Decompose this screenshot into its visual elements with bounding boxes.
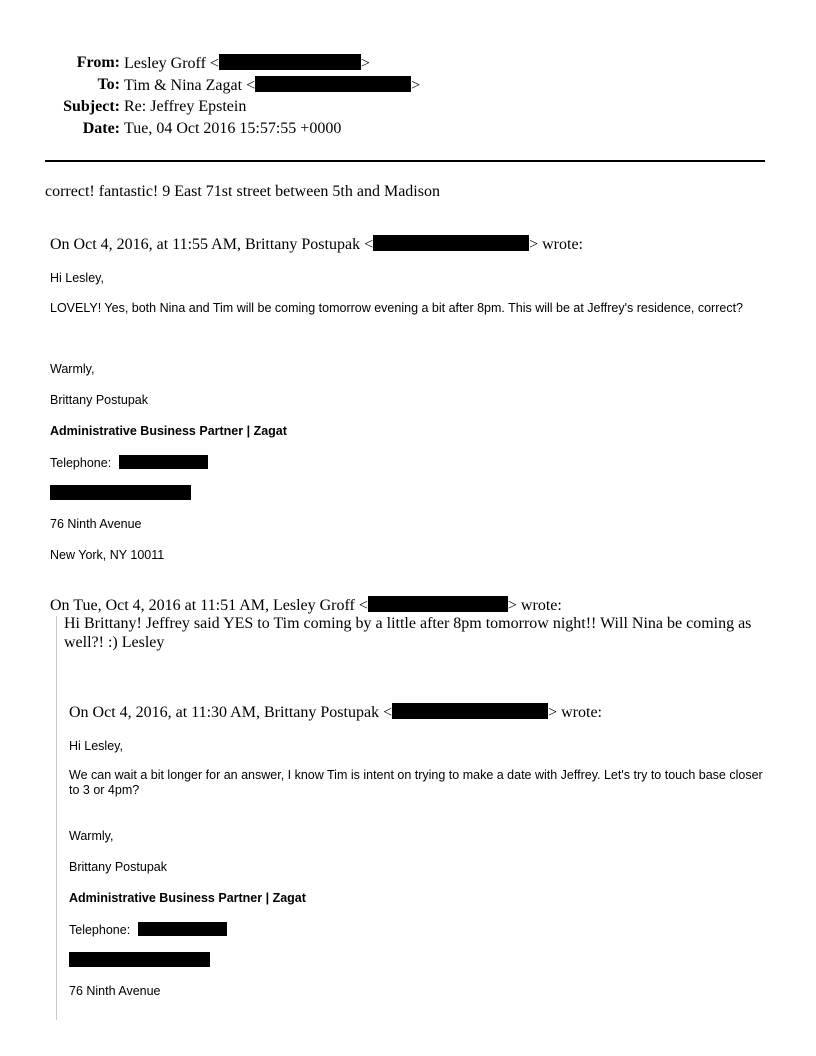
quote1-wrote-text: > wrote:: [529, 236, 583, 253]
telephone-label: Telephone:: [50, 456, 112, 470]
quote3-wrote-text: > wrote:: [548, 704, 602, 721]
quote1-attribution-text: On Oct 4, 2016, at 11:55 AM, Brittany Postupak <: [50, 236, 374, 253]
subject-value: Re: Jeffrey Epstein: [124, 98, 247, 115]
quote2-attribution: [50, 596, 562, 615]
date-label: Date:: [82, 120, 120, 137]
quote1-address-line2: New York, NY 10011: [50, 548, 165, 562]
redaction-bar: [373, 235, 529, 251]
quote3-sender-name: Brittany Postupak: [69, 860, 167, 874]
subject-label: Subject:: [63, 98, 120, 115]
quote1-telephone: [50, 455, 208, 470]
from-close: >: [360, 55, 370, 72]
quote1-greeting: Hi Lesley,: [50, 271, 104, 285]
reply-text: correct! fantastic! 9 East 71st street between 5th and Madison: [45, 183, 440, 200]
header-divider: [45, 160, 765, 162]
quote3-telephone: [69, 922, 227, 937]
redaction-bar: [255, 76, 411, 92]
redaction-bar: [69, 952, 210, 967]
date-value: Tue, 04 Oct 2016 15:57:55 +0000: [124, 120, 342, 137]
redaction-bar: [392, 703, 548, 719]
quote3-sender-title: Administrative Business Partner | Zagat: [69, 891, 306, 905]
from-value: Lesley Groff <: [124, 55, 219, 72]
redaction-bar: [138, 922, 227, 936]
redaction-bar: [50, 485, 191, 500]
quote3-attribution: [69, 703, 602, 722]
quote2-wrote-text: > wrote:: [507, 597, 562, 614]
quote1-attribution: [50, 235, 583, 254]
to-value: Tim & Nina Zagat <: [124, 77, 256, 94]
quote1-signoff: Warmly,: [50, 362, 95, 376]
redaction-bar: [119, 455, 208, 469]
quote2-message: Hi Brittany! Jeffrey said YES to Tim coming by a little after 8pm tomorrow night!! Will Nina be coming as well?! :) Lesley: [64, 615, 752, 651]
quote3-attribution-text: On Oct 4, 2016, at 11:30 AM, Brittany Postupak <: [69, 704, 393, 721]
redaction-bar: [219, 54, 361, 70]
quote2-attribution-text: On Tue, Oct 4, 2016 at 11:51 AM, Lesley Groff <: [50, 597, 368, 614]
quote-bar: [56, 616, 57, 1020]
quote3-greeting: Hi Lesley,: [69, 739, 123, 753]
from-label: From:: [76, 54, 120, 71]
quote1-sender-title: Administrative Business Partner | Zagat: [50, 424, 287, 438]
redaction-bar: [368, 596, 508, 612]
to-close: >: [411, 77, 421, 94]
telephone-label: Telephone:: [69, 923, 131, 937]
quote3-address-line1: 76 Ninth Avenue: [69, 984, 161, 998]
quote3-signoff: Warmly,: [69, 829, 114, 843]
quote1-message: LOVELY! Yes, both Nina and Tim will be coming tomorrow evening a bit after 8pm. This will be at Jeffrey's residence, correct?: [50, 301, 743, 315]
quote1-address-line1: 76 Ninth Avenue: [50, 517, 142, 531]
quote1-sender-name: Brittany Postupak: [50, 393, 148, 407]
quote3-message: We can wait a bit longer for an answer, I know Tim is intent on trying to make a date with Jeffrey. Let's try to touch base closer to 3 or 4pm?: [69, 768, 763, 797]
to-label: To:: [97, 76, 120, 93]
